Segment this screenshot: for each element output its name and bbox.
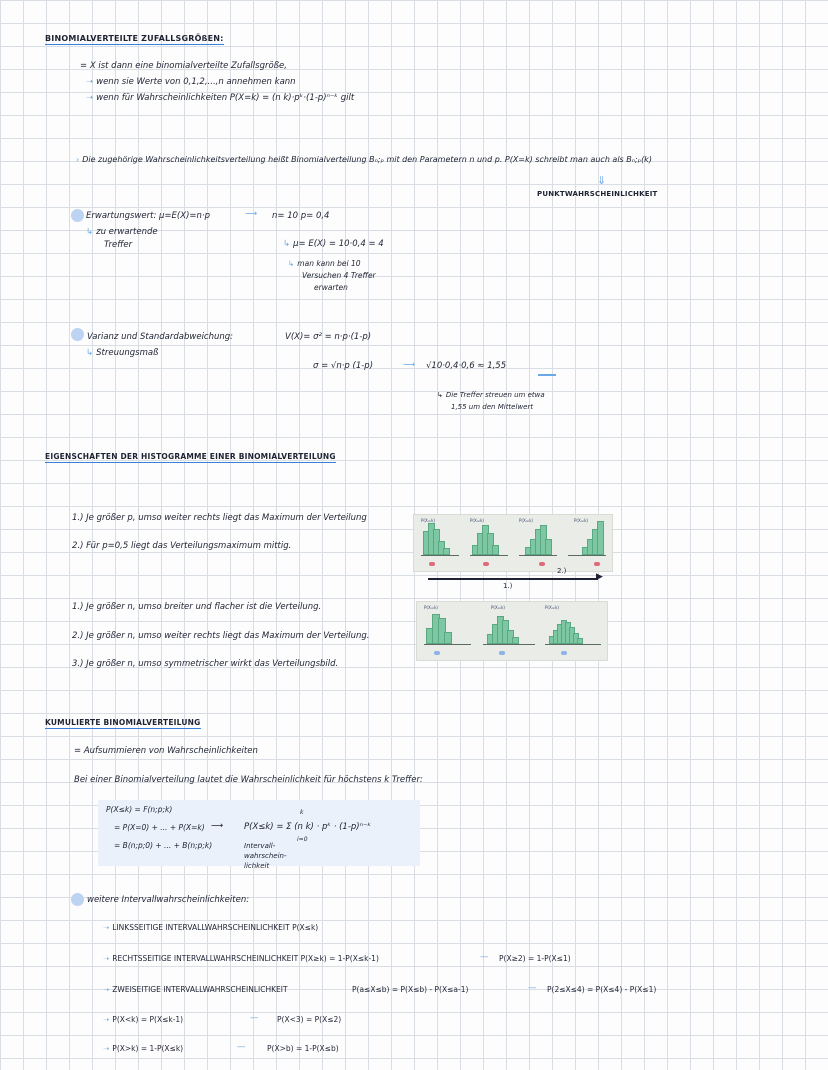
sigma-note-2: 1,55 um den Mittelwert bbox=[451, 403, 534, 411]
arrow-icon: ➝ bbox=[103, 954, 110, 963]
sum-bottom: i=0 bbox=[297, 836, 308, 843]
greater-than-text: P(X>k) = 1-P(X≤k) bbox=[112, 1044, 184, 1053]
histogram-p-3 bbox=[515, 517, 561, 569]
histogram-marker bbox=[499, 651, 505, 655]
expectation-example-3-text: man kann bei 10 bbox=[297, 259, 361, 268]
less-than-example: P(X<3) = P(X≤2) bbox=[277, 1015, 342, 1024]
sigma-value: √10·0,4·0,6 ≈ 1,55 bbox=[426, 361, 507, 371]
histogram-axis-label: P(X=k) bbox=[470, 518, 484, 523]
dash-icon: — bbox=[480, 952, 489, 962]
histogram-n-2 bbox=[479, 604, 539, 658]
property-p-2: 2.) Für p=0,5 liegt das Verteilungsmaximum mittig. bbox=[72, 541, 292, 551]
histogram-bar bbox=[443, 548, 450, 555]
histogram-marker bbox=[594, 562, 600, 566]
histogram-axis-label: P(X=k) bbox=[545, 605, 559, 610]
definition-line: = X ist dann eine binomialverteilte Zufallsgröße, bbox=[80, 61, 287, 71]
arrow-icon: ↳ bbox=[86, 227, 94, 237]
expectation-note-2: Treffer bbox=[104, 240, 133, 250]
right-sided-example: P(X≥2) = 1-P(X≤1) bbox=[499, 954, 571, 963]
histogram-marker bbox=[539, 562, 545, 566]
expectation-note-1 bbox=[86, 228, 158, 237]
histogram-bar bbox=[545, 539, 552, 555]
condition-1-text: wenn sie Werte von 0,1,2,...,n annehmen kann bbox=[96, 77, 296, 87]
histogram-strip-p bbox=[413, 514, 613, 572]
dash-icon: — bbox=[250, 1013, 259, 1023]
expectation-example-3 bbox=[288, 260, 361, 268]
greater-than-example: P(X>b) = 1-P(X≤b) bbox=[267, 1044, 339, 1053]
histogram-p-4 bbox=[564, 517, 610, 569]
expectation-example-5: erwarten bbox=[314, 283, 348, 292]
less-than bbox=[103, 1016, 183, 1024]
histogram-marker bbox=[483, 562, 489, 566]
histogram-axis bbox=[483, 644, 535, 645]
histogram-axis bbox=[519, 555, 557, 556]
histogram-axis bbox=[545, 644, 601, 645]
property-n-3: 3.) Je größer n, umso symmetrischer wirkt das Verteilungsbild. bbox=[72, 659, 339, 669]
histogram-bar bbox=[597, 521, 604, 555]
histogram-axis-label: P(X=k) bbox=[491, 605, 505, 610]
arrow-icon: ↳ bbox=[437, 391, 443, 399]
distribution-text bbox=[76, 156, 652, 165]
left-sided-text: LINKSSEITIGE INTERVALLWAHRSCHEINLICHKEIT P(X≤k) bbox=[112, 923, 319, 932]
arrow-icon: ⟶ bbox=[211, 821, 224, 831]
down-arrow-icon: ⇓ bbox=[597, 174, 607, 187]
label-2: 2.) bbox=[557, 567, 567, 575]
histogram-axis-label: P(X=k) bbox=[574, 518, 588, 523]
expectation-example-2-text: μ= E(X) = 10·0,4 = 4 bbox=[293, 239, 384, 249]
sigma-note-1 bbox=[437, 392, 545, 400]
bullet-dot-icon bbox=[71, 328, 84, 341]
histogram-bar bbox=[512, 637, 519, 644]
condition-2 bbox=[86, 94, 354, 103]
arrow-icon: ↳ bbox=[288, 259, 295, 268]
arrow-icon: ➝ bbox=[86, 93, 94, 103]
right-sided-text: RECHTSSEITIGE INTERVALLWAHRSCHEINLICHKEIT P(X≥k) = 1-P(X≤k-1) bbox=[112, 954, 379, 963]
sigma-formula: σ = √n·p (1-p) bbox=[313, 361, 374, 371]
arrow-head-icon: ▶ bbox=[596, 572, 603, 582]
two-sided-formula: P(a≤X≤b) = P(X≤b) - P(X≤a-1) bbox=[352, 985, 469, 994]
arrow-icon: ⟶ bbox=[245, 209, 258, 219]
interval-note-2: wahrschein- bbox=[244, 852, 287, 860]
histogram-marker bbox=[561, 651, 567, 655]
formula-line-2: = P(X=0) + ... + P(X=k) bbox=[114, 823, 205, 832]
dash-icon: — bbox=[528, 983, 537, 993]
variance-note-text: Streuungsmaß bbox=[96, 348, 159, 358]
distribution-sentence: Die zugehörige Wahrscheinlichkeitsverteilung heißt Binomialverteilung Bₙ;ₚ mit den Parametern n und p. P(X=k) schreibt man auch als Bₙ;ₚ(k) bbox=[82, 155, 652, 164]
expectation-note-1-text: zu erwartende bbox=[96, 227, 158, 237]
variance-note bbox=[86, 349, 158, 358]
histogram-strip-n bbox=[416, 601, 608, 661]
histogram-axis-label: P(X=k) bbox=[519, 518, 533, 523]
expectation-example-2 bbox=[283, 240, 384, 249]
formula-line-3: = B(n;p;0) + ... + B(n;p;k) bbox=[114, 841, 213, 850]
arrow-icon: ↳ bbox=[86, 348, 94, 358]
histogram-marker bbox=[429, 562, 435, 566]
point-probability-label: PUNKTWAHRSCHEINLICHKEIT bbox=[537, 190, 658, 198]
heading-histogram-properties: EIGENSCHAFTEN DER HISTOGRAMME EINER BINOMIALVERTEILUNG bbox=[45, 452, 336, 461]
expectation-label: Erwartungswert: μ=E(X)=n·p bbox=[86, 211, 210, 221]
histogram-n-1 bbox=[420, 604, 475, 658]
histogram-bar bbox=[444, 632, 452, 644]
histogram-bar bbox=[492, 545, 499, 555]
histogram-axis bbox=[470, 555, 508, 556]
left-sided bbox=[103, 924, 318, 932]
dash-icon: — bbox=[237, 1042, 246, 1052]
cumulative-definition: = Aufsummieren von Wahrscheinlichkeiten bbox=[74, 746, 258, 756]
condition-2-text: wenn für Wahrscheinlichkeiten P(X=k) = (n k)·pᵏ·(1-p)ⁿ⁻ᵏ gilt bbox=[96, 93, 355, 103]
more-intervals: weitere Intervallwahrscheinlichkeiten: bbox=[87, 895, 250, 905]
arrow-icon: ➝ bbox=[103, 1044, 110, 1053]
variance-formula: V(X)= σ² = n·p·(1-p) bbox=[285, 332, 372, 342]
two-sided-text: ZWEISEITIGE INTERVALLWAHRSCHEINLICHKEIT bbox=[112, 985, 288, 994]
histogram-axis-label: P(X=k) bbox=[421, 518, 435, 523]
variance-label: Varianz und Standardabweichung: bbox=[87, 332, 234, 342]
histogram-axis-label: P(X=k) bbox=[424, 605, 438, 610]
arrow-icon: ⟶ bbox=[403, 360, 416, 370]
histogram-axis bbox=[424, 644, 471, 645]
heading-binomial: BINOMIALVERTEILTE ZUFALLSGRÖßEN: bbox=[45, 34, 224, 43]
property-n-2: 2.) Je größer n, umso weiter rechts liegt das Maximum der Verteilung. bbox=[72, 631, 370, 641]
bullet-dot-icon bbox=[71, 209, 84, 222]
two-sided-example: P(2≤X≤4) = P(X≤4) - P(X≤1) bbox=[547, 985, 657, 994]
expectation-example-4: Versuchen 4 Treffer bbox=[302, 271, 376, 280]
histogram-axis bbox=[568, 555, 606, 556]
interval-note-1: Intervall- bbox=[244, 842, 276, 850]
arrow-icon: ➝ bbox=[103, 985, 110, 994]
cumulative-intro: Bei einer Binomialverteilung lautet die Wahrscheinlichkeit für höchstens k Treffer: bbox=[74, 775, 423, 785]
arrow-icon: ➝ bbox=[103, 923, 110, 932]
direction-arrow bbox=[428, 578, 598, 580]
histogram-p-2 bbox=[466, 517, 512, 569]
sum-formula: P(X≤k) = Σ (n k) · pᵏ · (1-p)ⁿ⁻ᵏ bbox=[244, 822, 372, 832]
right-sided bbox=[103, 955, 379, 963]
expectation-example-1: n= 10 p= 0,4 bbox=[272, 211, 330, 221]
condition-1 bbox=[86, 78, 296, 87]
arrow-icon: ↳ bbox=[283, 239, 291, 249]
arrow-icon: ➝ bbox=[103, 1015, 110, 1024]
two-sided bbox=[103, 986, 288, 994]
sum-top: k bbox=[300, 809, 304, 816]
sigma-note-1-text: Die Treffer streuen um etwa bbox=[445, 391, 545, 399]
histogram-n-3 bbox=[541, 604, 605, 658]
bullet-dot-icon bbox=[71, 893, 84, 906]
histogram-marker bbox=[434, 651, 440, 655]
formula-line-1: P(X≤k) = F(n;p;k) bbox=[106, 805, 173, 814]
interval-note-3: lichkeit bbox=[244, 862, 270, 870]
property-n-1: 1.) Je größer n, umso breiter und flacher ist die Verteilung. bbox=[72, 602, 322, 612]
arrow-icon: ➝ bbox=[86, 77, 94, 87]
label-1: 1.) bbox=[503, 582, 513, 590]
arrow-icon: › bbox=[76, 155, 80, 164]
less-than-text: P(X<k) = P(X≤k-1) bbox=[112, 1015, 184, 1024]
histogram-axis bbox=[421, 555, 459, 556]
property-p-1: 1.) Je größer p, umso weiter rechts liegt das Maximum der Verteilung bbox=[72, 513, 367, 523]
histogram-p-1 bbox=[417, 517, 463, 569]
sigma-underline bbox=[538, 374, 556, 376]
heading-cumulative: KUMULIERTE BINOMIALVERTEILUNG bbox=[45, 718, 201, 727]
greater-than bbox=[103, 1045, 183, 1053]
